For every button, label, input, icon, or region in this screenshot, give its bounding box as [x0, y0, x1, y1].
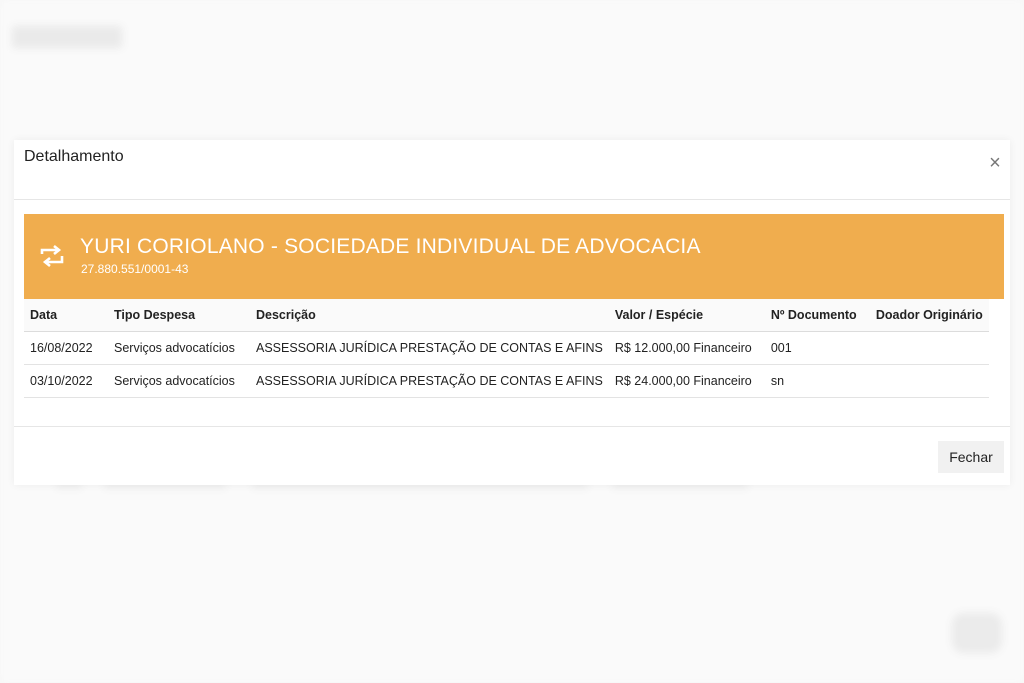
table-row: [24, 365, 989, 398]
transfer-arrows-icon: [38, 244, 66, 268]
modal-header: [14, 140, 1010, 200]
cell-valor-especie: R$ 24.000,00 Financeiro: [609, 365, 765, 398]
supplier-name: YURI CORIOLANO - SOCIEDADE INDIVIDUAL DE ADVOCACIA: [80, 235, 701, 258]
column-header-descricao: Descrição: [250, 299, 609, 332]
supplier-banner: [24, 214, 1004, 299]
cell-doador-originario: [870, 332, 989, 365]
supplier-cnpj: 27.880.551/0001-43: [81, 262, 189, 276]
column-header-tipo-despesa: Tipo Despesa: [108, 299, 250, 332]
cell-numero-documento: 001: [765, 332, 870, 365]
detail-modal: [14, 140, 1010, 485]
cell-descricao: ASSESSORIA JURÍDICA PRESTAÇÃO DE CONTAS E AFINS: [250, 365, 609, 398]
modal-title: Detalhamento: [24, 148, 124, 165]
table-row: [24, 332, 989, 365]
cell-valor-especie: R$ 12.000,00 Financeiro: [609, 332, 765, 365]
cell-tipo-despesa: Serviços advocatícios: [108, 332, 250, 365]
modal-body: [24, 214, 1004, 398]
close-icon[interactable]: ×: [989, 152, 1001, 174]
column-header-doador-originario: Doador Originário: [870, 299, 989, 332]
table-header-row: [24, 299, 989, 332]
modal-footer: [14, 426, 1010, 486]
column-header-data: Data: [24, 299, 108, 332]
cell-numero-documento: sn: [765, 365, 870, 398]
column-header-numero-documento: Nº Documento: [765, 299, 870, 332]
cell-data: 16/08/2022: [24, 332, 108, 365]
cell-doador-originario: [870, 365, 989, 398]
cell-data: 03/10/2022: [24, 365, 108, 398]
close-button[interactable]: Fechar: [938, 441, 1004, 473]
cell-tipo-despesa: Serviços advocatícios: [108, 365, 250, 398]
column-header-valor-especie: Valor / Espécie: [609, 299, 765, 332]
cell-descricao: ASSESSORIA JURÍDICA PRESTAÇÃO DE CONTAS E AFINS: [250, 332, 609, 365]
expenses-table: [24, 299, 989, 398]
